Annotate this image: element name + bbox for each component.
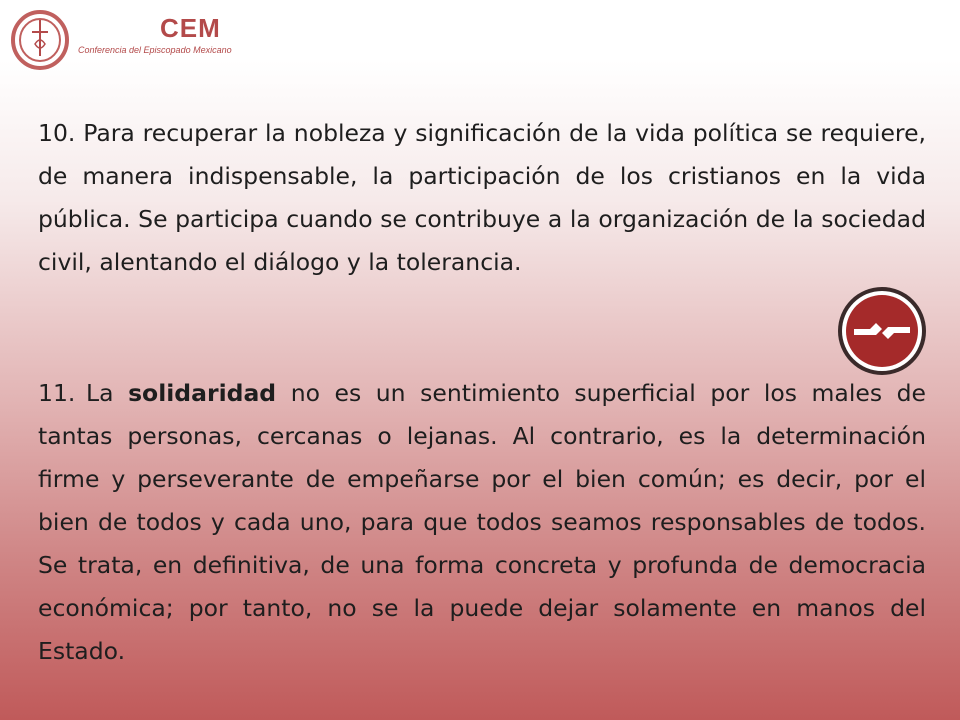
paragraph-10: [38, 112, 926, 284]
paragraph-text: no es un sentimiento superficial por los males de tantas personas, cercanas o lejanas. Al contrario, es la determinación firme y perseverante de empeñarse por el bien común; es decir, por el bien de todos y cada uno, para que todos seamos responsables de todos. Se trata, en definitiva, de una forma concreta y profunda de democracia económica; por tanto, no se la puede dejar solamente en manos del Estado.: [38, 379, 926, 665]
paragraph-number: 11.: [38, 379, 76, 407]
paragraph-prefix: La: [86, 379, 129, 407]
cem-logo-icon: [8, 6, 72, 70]
brand-block: [78, 14, 232, 56]
paragraph-number: 10.: [38, 119, 76, 147]
brand-subtitle: Conferencia del Episcopado Mexicano: [78, 45, 232, 55]
paragraph-11: [38, 372, 926, 673]
bold-term: solidaridad: [128, 379, 277, 407]
solidarity-hands-icon: [836, 285, 928, 377]
paragraph-text: Para recuperar la nobleza y significación de la vida política se requiere, de manera indispensable, la participación de los cristianos en la vida pública. Se participa cuando se contribuye a la organización de la sociedad civil, alentando el diálogo y la tolerancia.: [38, 119, 926, 276]
brand-name: CEM: [160, 13, 221, 43]
